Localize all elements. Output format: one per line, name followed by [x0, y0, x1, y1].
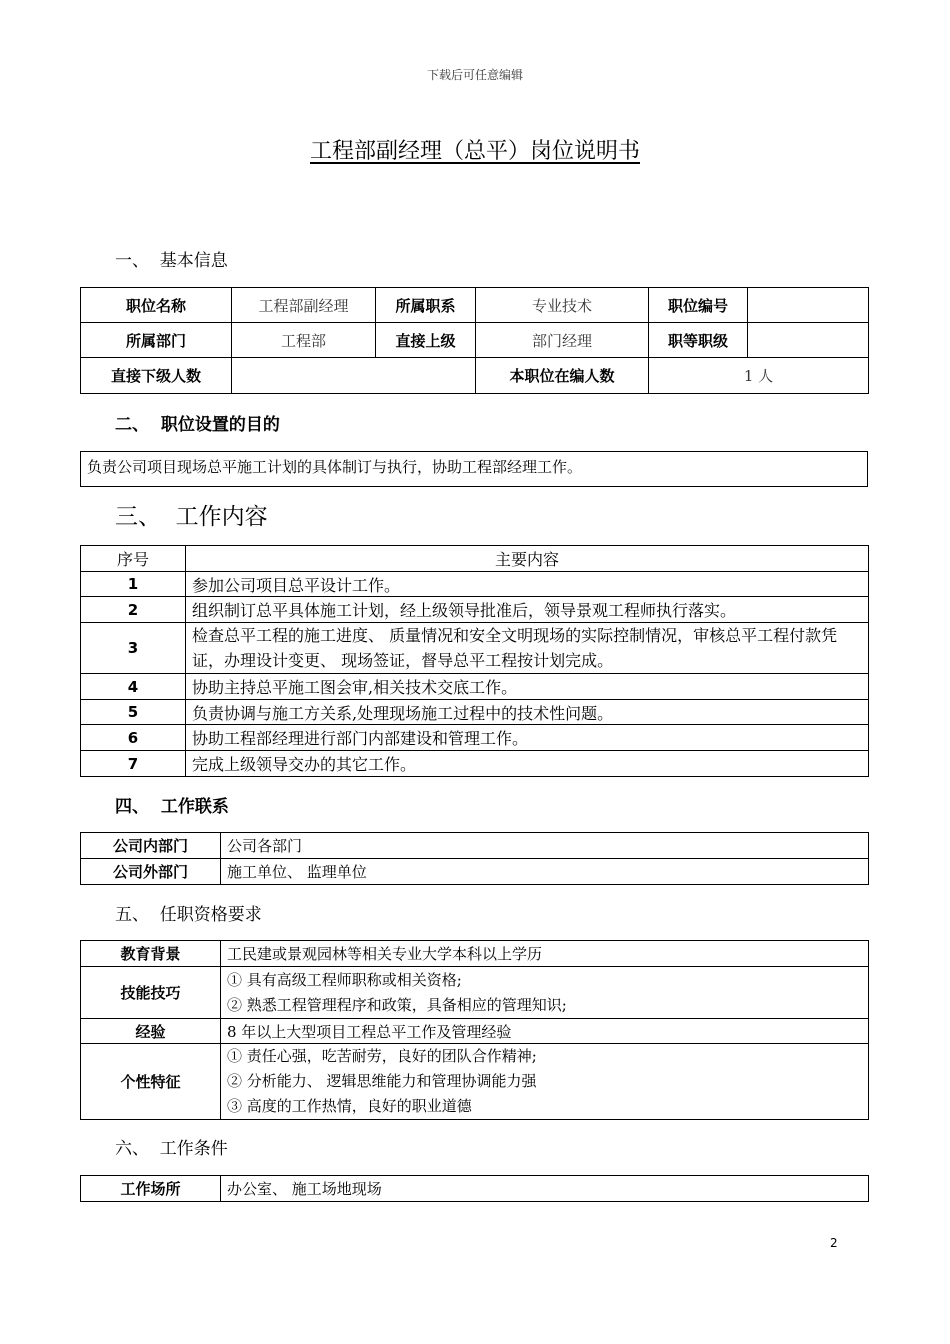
value-superior: 部门经理: [476, 323, 649, 358]
label-internal: 公司内部门: [81, 833, 221, 859]
page-title-text: 工程部副经理（总平）岗位说明书: [309, 139, 640, 164]
label-personality: 个性特征: [81, 1044, 221, 1120]
row-no: 3: [81, 623, 186, 674]
value-position-name: 工程部副经理: [232, 288, 376, 323]
row-text: 协助主持总平施工图会审,相关技术交底工作。: [186, 674, 869, 700]
label-position-name: 职位名称: [81, 288, 232, 323]
row-text: 参加公司项目总平设计工作。: [186, 572, 869, 597]
personality-item: ② 分析能力、 逻辑思维能力和管理协调能力强: [227, 1072, 537, 1090]
page-title: [0, 134, 950, 165]
header-content: 主要内容: [186, 546, 869, 572]
row-no: 5: [81, 700, 186, 725]
work-content-table: [80, 545, 869, 777]
qualifications-table: [80, 940, 869, 1120]
label-headcount: 本职位在编人数: [476, 358, 649, 394]
row-text: 负责协调与施工方关系,处理现场施工过程中的技术性问题。: [186, 700, 869, 725]
value-internal: 公司各部门: [221, 833, 869, 859]
label-skills: 技能技巧: [81, 967, 221, 1019]
value-grade: [748, 323, 869, 358]
row-text: 协助工程部经理进行部门内部建设和管理工作。: [186, 725, 869, 751]
row-no: 1: [81, 572, 186, 597]
label-subordinates: 直接下级人数: [81, 358, 232, 394]
label-job-family: 所属职系: [376, 288, 476, 323]
label-superior: 直接上级: [376, 323, 476, 358]
label-department: 所属部门: [81, 323, 232, 358]
section-purpose: 二、 职位设置的目的: [115, 415, 280, 435]
section-work-content: 三、 工作内容: [115, 504, 268, 530]
header-no: 序号: [81, 546, 186, 572]
row-no: 4: [81, 674, 186, 700]
relations-table: [80, 832, 869, 885]
label-grade: 职等职级: [649, 323, 748, 358]
row-no: 7: [81, 751, 186, 777]
basic-info-table: [80, 287, 869, 394]
personality-item: ③ 高度的工作热情，良好的职业道德: [227, 1097, 472, 1115]
label-external: 公司外部门: [81, 859, 221, 885]
row-text: 完成上级领导交办的其它工作。: [186, 751, 869, 777]
label-experience: 经验: [81, 1019, 221, 1044]
skill-item: ② 熟悉工程管理程序和政策，具备相应的管理知识;: [227, 995, 567, 1014]
row-no: 2: [81, 597, 186, 623]
value-education: 工民建或景观园林等相关专业大学本科以上学历: [221, 941, 869, 967]
value-workplace: 办公室、 施工场地现场: [221, 1176, 869, 1202]
label-workplace: 工作场所: [81, 1176, 221, 1202]
section-relations: 四、 工作联系: [115, 797, 229, 817]
label-position-code: 职位编号: [649, 288, 748, 323]
section-conditions: 六、 工作条件: [115, 1139, 228, 1159]
page-number: 2: [830, 1236, 838, 1250]
label-education: 教育背景: [81, 941, 221, 967]
row-text: 组织制订总平具体施工计划，经上级领导批准后，领导景观工程师执行落实。: [186, 597, 869, 623]
value-position-code: [748, 288, 869, 323]
purpose-table: [80, 451, 868, 487]
skill-item: ① 具有高级工程师职称或相关资格;: [227, 970, 462, 989]
row-no: 6: [81, 725, 186, 751]
purpose-text: 负责公司项目现场总平施工计划的具体制订与执行，协助工程部经理工作。: [81, 452, 868, 487]
value-external: 施工单位、 监理单位: [221, 859, 869, 885]
value-job-family: 专业技术: [476, 288, 649, 323]
value-department: 工程部: [232, 323, 376, 358]
header-note: 下载后可任意编辑: [426, 68, 523, 82]
value-subordinates: [232, 358, 476, 394]
value-headcount: 1 人: [649, 358, 869, 394]
personality-item: ① 责任心强，吃苦耐劳，良好的团队合作精神;: [227, 1047, 537, 1065]
value-experience: 8 年以上大型项目工程总平工作及管理经验: [221, 1019, 869, 1044]
section-qualifications: 五、 任职资格要求: [115, 905, 262, 925]
section-basic-info: 一、 基本信息: [115, 251, 228, 271]
row-text: 检查总平工程的施工进度、 质量情况和安全文明现场的实际控制情况，审核总平工程付款凭证，办理设计变更、 现场签证，督导总平工程按计划完成。: [186, 623, 869, 674]
conditions-table: [80, 1175, 869, 1202]
